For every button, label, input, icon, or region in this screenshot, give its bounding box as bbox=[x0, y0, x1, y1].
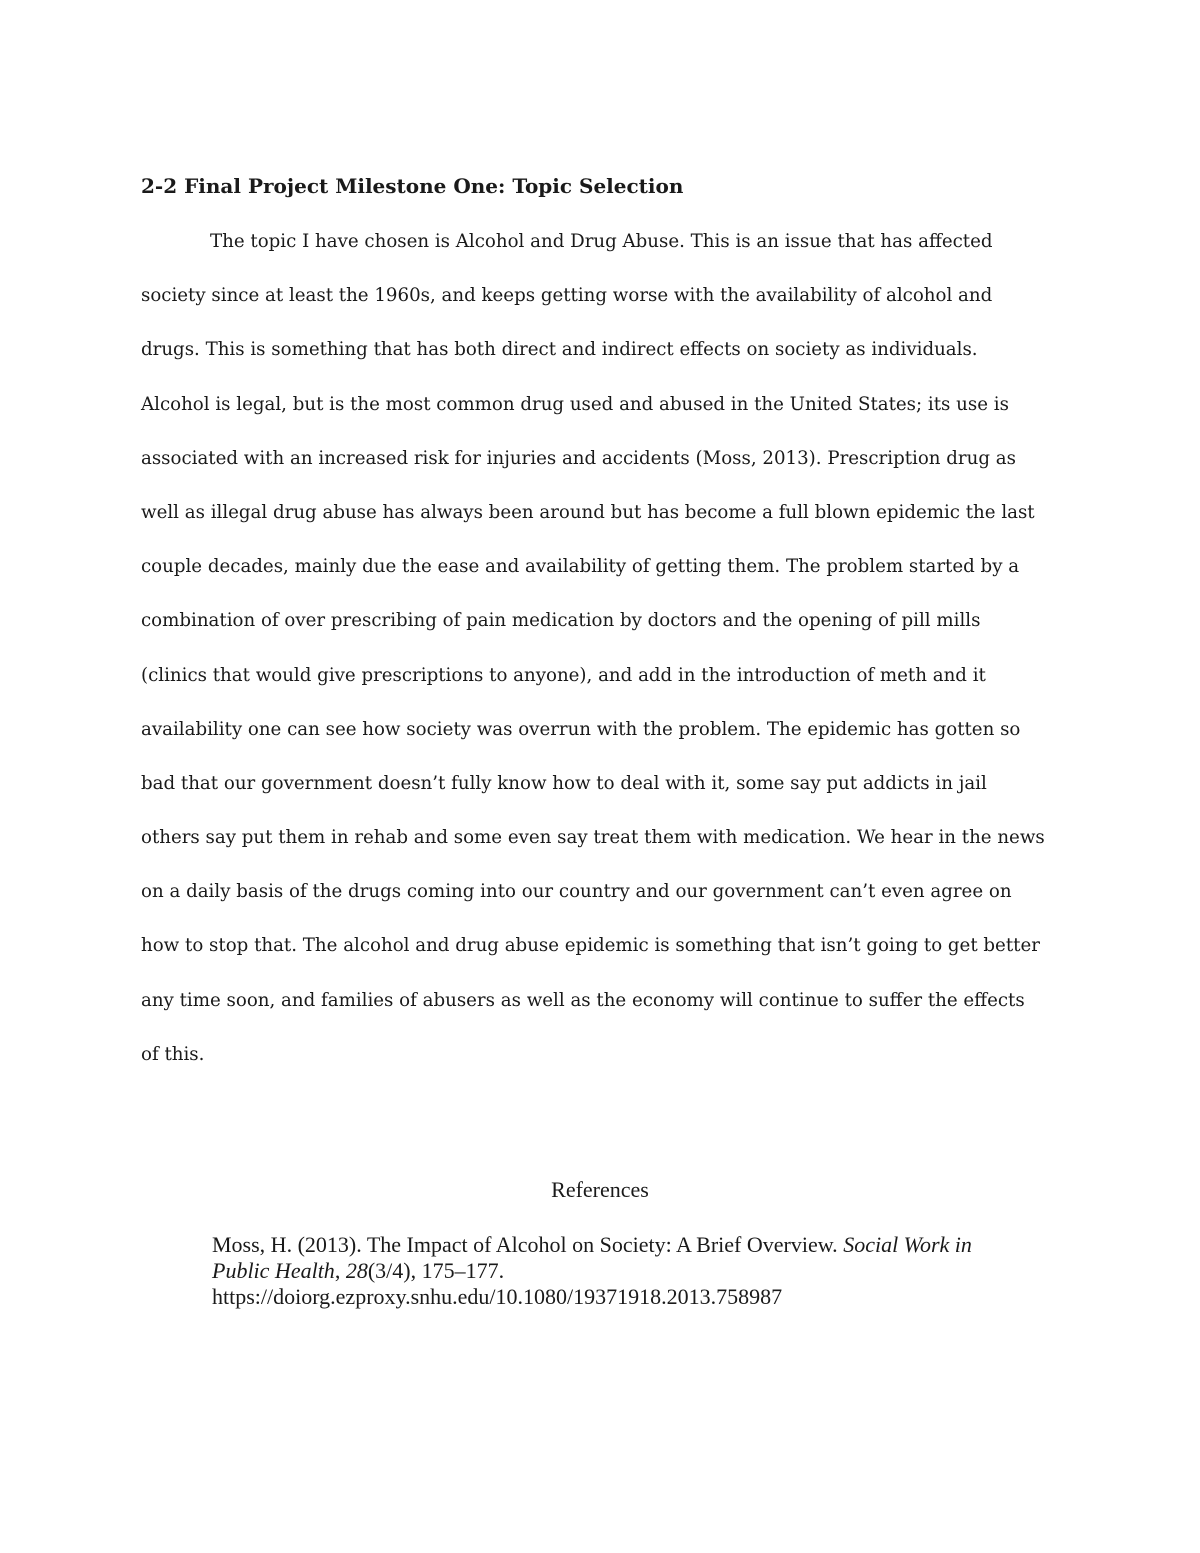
body-line: drugs. This is something that has both direct and indirect effects on society as individuals. bbox=[141, 339, 978, 361]
body-line: of this. bbox=[141, 1043, 205, 1065]
reference-separator: , bbox=[334, 1258, 346, 1283]
reference-journal: Social Work in bbox=[843, 1232, 972, 1257]
body-line: combination of over prescribing of pain medication by doctors and the opening of pill mills bbox=[141, 610, 981, 632]
body-line: others say put them in rehab and some even say treat them with medication. We hear in the news bbox=[141, 827, 1045, 849]
reference-author-title: Moss, H. (2013). The Impact of Alcohol on Society: A Brief Overview. bbox=[212, 1232, 844, 1257]
body-line: how to stop that. The alcohol and drug abuse epidemic is something that isn’t going to get better bbox=[141, 935, 1040, 957]
document-title: 2-2 Final Project Milestone One: Topic Selection bbox=[141, 174, 684, 198]
body-line: society since at least the 1960s, and keeps getting worse with the availability of alcohol and bbox=[141, 285, 993, 307]
body-line: The topic I have chosen is Alcohol and Drug Abuse. This is an issue that has affected bbox=[210, 231, 993, 252]
reference-entry bbox=[212, 1232, 1072, 1310]
body-line: well as illegal drug abuse has always been around but has become a full blown epidemic the last bbox=[141, 501, 1035, 523]
reference-journal-cont: Public Health bbox=[212, 1258, 335, 1283]
reference-line-2 bbox=[212, 1258, 1072, 1284]
body-line: Alcohol is legal, but is the most common drug used and abused in the United States; its use is bbox=[141, 393, 1009, 415]
body-line: associated with an increased risk for injuries and accidents (Moss, 2013). Prescription drug as bbox=[141, 447, 1016, 469]
body-line: bad that our government doesn’t fully know how to deal with it, some say put addicts in jail bbox=[141, 772, 987, 794]
body-line: couple decades, mainly due the ease and availability of getting them. The problem started by a bbox=[141, 556, 1020, 578]
reference-volume: 28 bbox=[345, 1258, 368, 1283]
reference-line-1 bbox=[212, 1232, 1072, 1258]
body-line: (clinics that would give prescriptions to anyone), and add in the introduction of meth and it bbox=[141, 664, 986, 686]
body-line: availability one can see how society was overrun with the problem. The epidemic has gotten so bbox=[141, 718, 1021, 740]
body-paragraph bbox=[141, 228, 1061, 1095]
body-line: on a daily basis of the drugs coming into our country and our government can’t even agree on bbox=[141, 881, 1012, 903]
body-line: any time soon, and families of abusers as well as the economy will continue to suffer the effects bbox=[141, 989, 1025, 1011]
reference-issue-pages: (3/4), 175–177. bbox=[367, 1258, 505, 1283]
references-heading: References bbox=[551, 1177, 649, 1202]
reference-doi-link[interactable]: https://doiorg.ezproxy.snhu.edu/10.1080/19371918.2013.758987 bbox=[212, 1284, 783, 1309]
